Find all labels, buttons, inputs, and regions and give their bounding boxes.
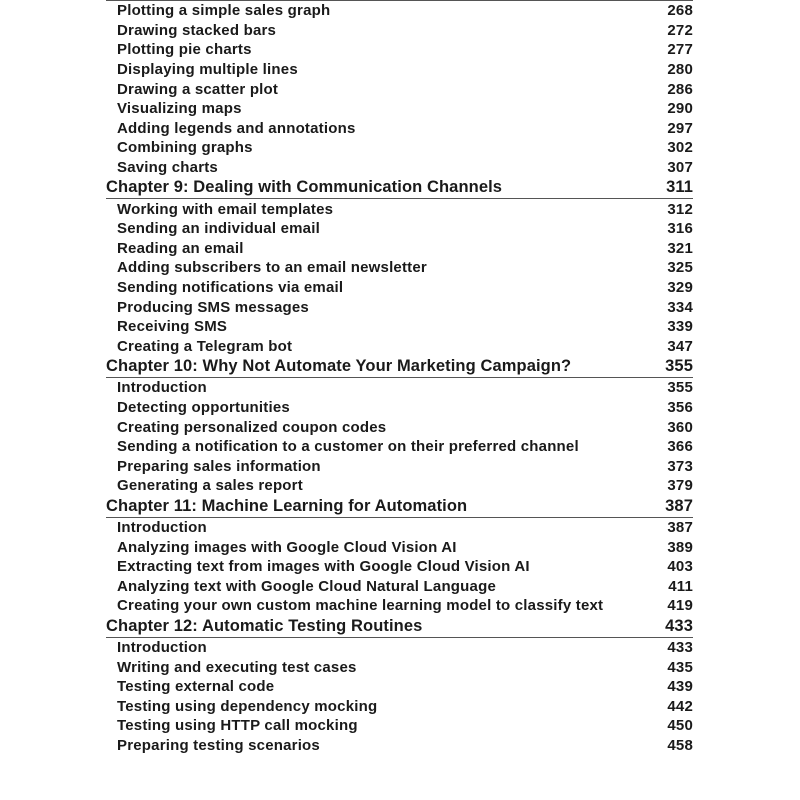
entry-title: Testing external code [117,678,275,696]
entry-page-number: 439 [667,678,693,696]
toc-entry [106,317,693,337]
entry-title: Detecting opportunities [117,398,290,416]
toc-entry [106,596,693,616]
toc-entry [106,417,693,437]
entry-page-number: 442 [667,697,693,715]
entry-title: Reading an email [117,239,244,257]
entry-page-number: 373 [667,457,693,475]
toc-entry [106,60,693,80]
toc-entry [106,99,693,119]
entry-title: Combining graphs [117,139,253,157]
entry-title: Drawing a scatter plot [117,80,279,98]
entry-page-number: 355 [667,379,693,397]
toc-entry [106,119,693,139]
toc-entry [106,736,693,756]
toc-entry [106,258,693,278]
toc-entry [106,79,693,99]
entry-title: Adding subscribers to an email newsletter [117,259,427,277]
toc-entry [106,239,693,259]
toc-entry [106,537,693,557]
entry-title: Preparing testing scenarios [117,736,320,754]
toc-entry [106,696,693,716]
toc-entry [106,437,693,457]
toc-entry [106,657,693,677]
entry-page-number: 272 [667,21,693,39]
entry-page-number: 387 [667,518,693,536]
entry-title: Extracting text from images with Google Cloud Vision AI [117,558,530,576]
toc-entry [106,219,693,239]
toc-entry [106,40,693,60]
entry-page-number: 433 [667,638,693,656]
toc-entry [106,638,693,658]
entry-page-number: 360 [667,418,693,436]
chapter-page-number: 311 [666,178,693,197]
entry-page-number: 334 [667,298,693,316]
toc-entry [106,337,693,357]
entry-page-number: 316 [667,220,693,238]
entry-page-number: 435 [667,658,693,676]
chapter-title: Chapter 12: Automatic Testing Routines [106,616,423,635]
toc-entry [106,1,693,21]
toc-entry [106,557,693,577]
entry-title: Creating personalized coupon codes [117,418,387,436]
entry-page-number: 312 [667,200,693,218]
entry-title: Introduction [117,518,207,536]
entry-page-number: 321 [667,239,693,257]
entry-title: Working with email templates [117,200,334,218]
entry-title: Saving charts [117,159,218,177]
chapter-heading [106,177,693,199]
toc-entry [106,297,693,317]
chapter-heading [106,616,693,638]
entry-page-number: 280 [667,61,693,79]
entry-page-number: 389 [667,538,693,556]
entry-page-number: 411 [668,577,693,595]
entry-title: Introduction [117,638,207,656]
entry-title: Drawing stacked bars [117,21,277,39]
toc-entry [106,476,693,496]
entry-page-number: 268 [667,2,693,20]
toc-entry [106,518,693,538]
toc-entry [106,138,693,158]
entry-title: Visualizing maps [117,100,242,118]
entry-page-number: 290 [667,100,693,118]
entry-page-number: 339 [667,318,693,336]
entry-page-number: 307 [667,159,693,177]
entry-page-number: 277 [667,41,693,59]
entry-page-number: 325 [667,259,693,277]
entry-title: Producing SMS messages [117,298,309,316]
toc-entry [106,456,693,476]
entry-page-number: 379 [667,477,693,495]
chapter-title: Chapter 9: Dealing with Communication Channels [106,178,503,197]
toc-entry [106,677,693,697]
entry-page-number: 419 [667,597,693,615]
chapter-page-number: 387 [665,496,693,515]
entry-title: Sending notifications via email [117,279,344,297]
toc-entry [106,158,693,178]
entry-title: Testing using HTTP call mocking [117,717,358,735]
chapter-title: Chapter 10: Why Not Automate Your Marketing Campaign? [106,357,572,376]
entry-title: Creating a Telegram bot [117,337,293,355]
toc-entry [106,378,693,398]
toc-entry [106,199,693,219]
entry-title: Plotting pie charts [117,41,252,59]
entry-title: Sending a notification to a customer on their preferred channel [117,438,579,456]
table-of-contents [106,0,693,755]
entry-page-number: 329 [667,279,693,297]
entry-title: Creating your own custom machine learning model to classify text [117,597,604,615]
entry-title: Testing using dependency mocking [117,697,378,715]
entry-page-number: 297 [667,119,693,137]
entry-page-number: 458 [667,736,693,754]
entry-title: Analyzing images with Google Cloud Vision AI [117,538,457,556]
toc-entry [106,278,693,298]
entry-page-number: 302 [667,139,693,157]
entry-page-number: 450 [667,717,693,735]
chapter-heading [106,496,693,518]
entry-page-number: 366 [667,438,693,456]
entry-title: Analyzing text with Google Cloud Natural Language [117,577,496,595]
toc-entry [106,398,693,418]
toc-entry [106,21,693,41]
entry-title: Generating a sales report [117,477,303,495]
chapter-title: Chapter 11: Machine Learning for Automation [106,496,468,515]
entry-page-number: 356 [667,398,693,416]
entry-page-number: 286 [667,80,693,98]
chapter-page-number: 355 [665,357,693,376]
toc-entry [106,576,693,596]
entry-title: Receiving SMS [117,318,228,336]
entry-title: Writing and executing test cases [117,658,357,676]
entry-page-number: 347 [667,337,693,355]
entry-page-number: 403 [667,558,693,576]
entry-title: Displaying multiple lines [117,61,298,79]
entry-title: Preparing sales information [117,457,321,475]
entry-title: Sending an individual email [117,220,320,238]
entry-title: Introduction [117,379,207,397]
entry-title: Plotting a simple sales graph [117,2,331,20]
chapter-heading [106,356,693,378]
chapter-page-number: 433 [665,616,693,635]
toc-entry [106,716,693,736]
entry-title: Adding legends and annotations [117,119,356,137]
